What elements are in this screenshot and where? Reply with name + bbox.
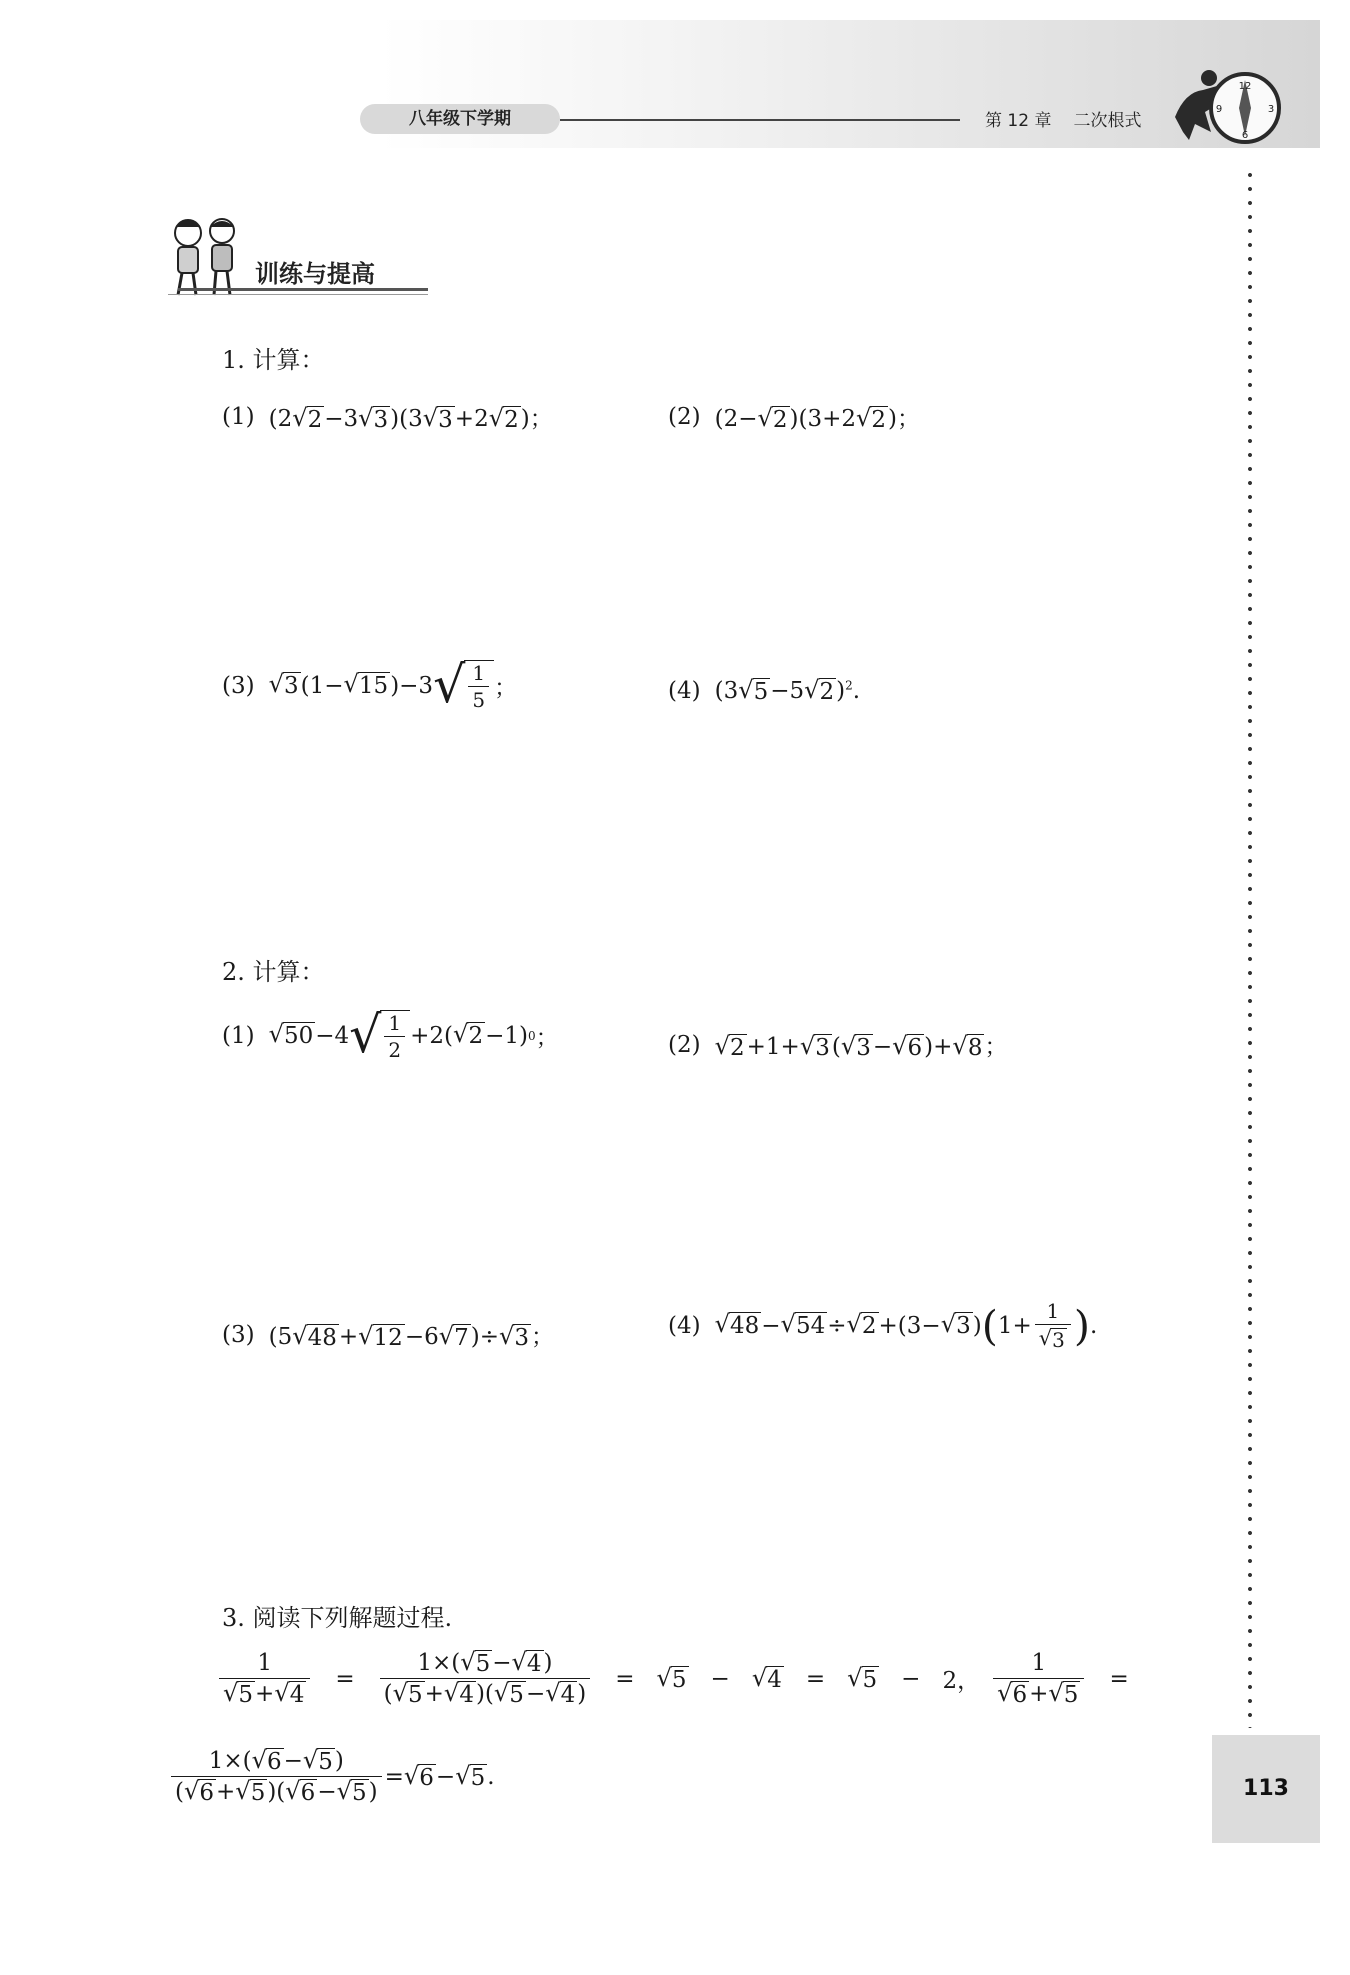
q2-part2-number: (2) [668,1031,701,1058]
q3-reading-line1: 1 √ 5 + √ 4 = 1×( √ 5 − √ 4 ) ( √ 5 + √ 4 )( √ 5 − √ 4 ) = √ 5 − √ 4 = √ 5 − 2， 1 √ 6 + √ 5 = [216,1650,1129,1708]
compass-num-6: 6 [1241,130,1249,141]
q1-part2-number: (2) [668,403,701,430]
q1-part1: (1) (2 √ 2 −3 √ 3 )(3 √ 3 +2 √ 2 )； [222,403,553,433]
chapter-number: 第 12 章 [985,111,1052,131]
q2-part1: (1) √ 50 −4 √ $\frac{1}{2}$ +2( √ 2 −1) 0 ； [222,1005,559,1064]
q1-part2: (2) (2− √ 2 )(3+2 √ 2 )； [668,403,921,433]
chapter-heading [985,106,1141,131]
q2-part4: (4) √ 48 − √ 54 ÷ √ 2 +(3− √ 3 ) ( 1+ 1 √ 3 ) . [668,1299,1098,1352]
q1-part4: (4) (3 √ 5 −5 √ 2 )$^2$. [668,676,861,705]
chapter-title: 二次根式 [1073,111,1142,131]
page-number: 113 [1212,1735,1320,1843]
q1-part4-number: (4) [668,678,701,705]
q2-label: 2. 计算： [222,958,325,986]
q2-part3-number: (3) [222,1321,255,1348]
section-title: 训练与提高 [255,260,375,288]
section-underline [178,288,428,291]
q1-part3-number: (3) [222,672,255,699]
compass-num-9: 9 [1215,104,1223,115]
grade-label: 八年级下学期 [360,104,560,134]
q3-label: 3. 阅读下列解题过程. [222,1604,453,1632]
q2-part4-number: (4) [668,1312,701,1339]
margin-dotted-line [1248,168,1252,1728]
q2-part2: (2) √ 2 +1+ √ 3 ( √ 3 − √ 6 )+ √ 8 ； [668,1031,1008,1061]
q1-part3: (3) √ 3 (1− √ 15 )−3 √ $\frac{1}{5}$ ； [222,655,518,714]
compass-num-3: 3 [1267,104,1275,115]
q1-label: 1. 计算： [222,346,325,374]
section-underline-thin [168,294,428,295]
q2-part3: (3) (5 √ 48 + √ 12 −6 √ 7 )÷ √ 3 ； [222,1321,555,1351]
q1-part1-number: (1) [222,403,255,430]
q3-reading-line2: 1×( √ 6 − √ 5 ) ( √ 6 + √ 5 )( √ 6 − √ 5 ) = √ 6 − √ 5 . [168,1748,495,1806]
compass-runner-icon [1165,62,1285,152]
compass-num-12: 12 [1238,81,1252,92]
q2-part1-number: (1) [222,1022,255,1049]
header-rule [560,119,960,121]
